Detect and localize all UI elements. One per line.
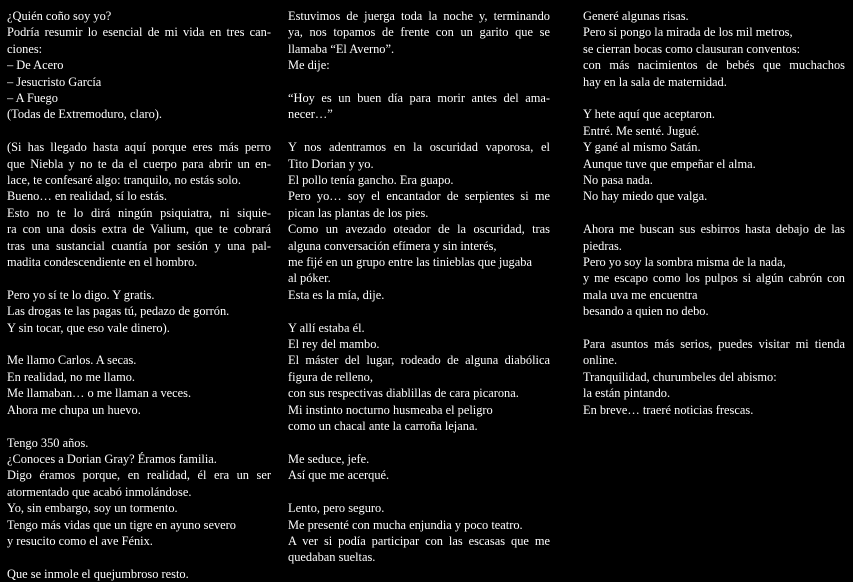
text-line: Esta es la mía, dije. [288, 287, 385, 302]
paragraph-gap [7, 549, 271, 565]
text-line: En realidad, no me llamo. [7, 369, 135, 384]
paragraph-gap [288, 123, 550, 139]
text-line: Así que me acerqué. [288, 468, 390, 483]
text-line: El rey del mambo. [288, 337, 380, 352]
text-line: El pollo tenía gancho. Era guapo. [288, 173, 454, 188]
text-line: llamaba “El Averno”. [288, 41, 395, 56]
text-line: besando a quien no debo. [583, 304, 709, 319]
paragraph-gap [7, 270, 271, 286]
text-line: Ahora me chupa un huevo. [7, 402, 141, 417]
text-column-1 [7, 8, 271, 582]
text-line: – De Acero [7, 58, 64, 73]
text-line: Y hete aquí que aceptaron. [583, 107, 715, 122]
text-line: Y sin tocar, que eso vale dinero). [7, 320, 170, 335]
paragraph-gap [583, 205, 845, 221]
text-line: necer…” [288, 107, 333, 122]
text-line: la están pintando. [583, 386, 671, 401]
text-line: Pero si pongo la mirada de los mil metros, [583, 25, 793, 40]
text-line: piedras. [583, 238, 622, 253]
text-line: En breve… traeré noticias frescas. [583, 402, 754, 417]
text-line: Como un avezado oteador de la oscuridad, tras [288, 222, 550, 237]
text-line: Me llamaban… o me llaman a veces. [7, 386, 192, 401]
text-line: Me dije: [288, 58, 330, 73]
text-line: Podría resumir lo esencial de mi vida en tres can- [7, 25, 271, 40]
paragraph-gap [7, 336, 271, 352]
text-line: Me seduce, jefe. [288, 451, 370, 466]
text-line: Pero yo sí te lo digo. Y gratis. [7, 287, 155, 302]
text-line: (Si has llegado hasta aquí porque eres más perro [7, 140, 271, 155]
text-line: que Niebla y no te da el cuerpo para abrir un en- [7, 156, 271, 171]
paragraph-gap [7, 123, 271, 139]
text-line: Esto no te lo dirá ningún psiquiatra, ni siquie- [7, 205, 271, 220]
paragraph-gap [7, 418, 271, 434]
text-line: Pero yo… soy el encantador de serpientes si me [288, 189, 550, 204]
text-line: A ver si podía participar con las escasas que me [288, 533, 550, 548]
text-line: Pero yo soy la sombra misma de la nada, [583, 255, 786, 270]
text-line: Generé algunas risas. [583, 9, 689, 23]
text-column-2 [288, 8, 550, 566]
paragraph-gap [288, 303, 550, 319]
text-line: ra con una dosis extra de Valium, que te cobrará [7, 222, 271, 237]
text-line: con más nacimientos de bebés que muchachos [583, 58, 845, 73]
text-line: Estuvimos de juerga toda la noche y, terminando [288, 9, 550, 23]
text-line: Entré. Me senté. Jugué. [583, 123, 700, 138]
text-line: se cierran bocas como clausuran conventos: [583, 41, 801, 56]
text-line: y me escapo como los pulpos si algún cabrón con [583, 271, 845, 286]
text-line: No pasa nada. [583, 173, 653, 188]
text-line: Digo éramos porque, en realidad, él era un ser [7, 468, 271, 483]
paragraph-gap [288, 74, 550, 90]
text-line: Mi instinto nocturno husmeaba el peligro [288, 402, 493, 417]
text-line: Tito Dorian y yo. [288, 156, 374, 171]
text-line: como un chacal ante la carroña lejana. [288, 419, 478, 434]
text-line: Tengo más vidas que un tigre en ayuno severo [7, 517, 236, 532]
text-line: Y nos adentramos en la oscuridad vaporosa, el [288, 140, 550, 155]
text-line: Ahora me buscan sus esbirros hasta debajo de las [583, 222, 845, 237]
text-line: Me llamo Carlos. A secas. [7, 353, 137, 368]
text-line: – A Fuego [7, 91, 58, 106]
text-line: Me presenté con mucha enjundia y poco teatro. [288, 517, 523, 532]
text-line: ¿Quién coño soy yo? [7, 9, 112, 23]
text-line: “Hoy es un buen día para morir antes del ama- [288, 91, 550, 106]
paragraph-gap [288, 484, 550, 500]
text-line: (Todas de Extremoduro, claro). [7, 107, 162, 122]
text-line: No hay miedo que valga. [583, 189, 708, 204]
text-line: y resucito como el ave Fénix. [7, 533, 153, 548]
text-line: Tengo 350 años. [7, 435, 89, 450]
text-line: online. [583, 353, 618, 368]
text-line: Bueno… en realidad, sí lo estás. [7, 189, 168, 204]
text-line: mala uva me encuentra [583, 287, 698, 302]
text-line: pican las plantas de los pies. [288, 205, 429, 220]
text-line: – Jesucristo García [7, 74, 102, 89]
text-line: ciones: [7, 41, 43, 56]
text-line: Tranquilidad, churumbeles del abismo: [583, 369, 777, 384]
text-line: figura de relleno, [288, 369, 373, 384]
text-line: El máster del lugar, rodeado de alguna diabólica [288, 353, 550, 368]
paragraph-gap [288, 435, 550, 451]
text-line: quedaban sueltas. [288, 550, 376, 565]
text-line: Las drogas te las pagas tú, pedazo de gorrón. [7, 304, 230, 319]
paragraph-gap [583, 90, 845, 106]
text-line: alguna conversación efímera y sin interés, [288, 238, 497, 253]
text-line: atormentado que acabó inmolándose. [7, 484, 192, 499]
text-line: ¿Conoces a Dorian Gray? Éramos familia. [7, 451, 217, 466]
paragraph-gap [583, 320, 845, 336]
text-line: Para asuntos más serios, puedes visitar mi tienda [583, 337, 845, 352]
text-column-3 [583, 8, 845, 418]
text-line: Yo, sin embargo, soy un tormento. [7, 501, 178, 516]
text-line: me fijé en un grupo entre las tinieblas que jugaba [288, 255, 532, 270]
text-line: madita condescendiente en el hombro. [7, 255, 198, 270]
text-line: tras una sustancial cuantía por sesión y una pal- [7, 238, 271, 253]
text-line: lace, te confesaré algo: tranquilo, no estás solo. [7, 173, 241, 188]
text-line: Lento, pero seguro. [288, 501, 385, 516]
text-line: Y gané al mismo Satán. [583, 140, 701, 155]
text-line: al póker. [288, 271, 331, 286]
text-line: Que se inmole el quejumbroso resto. [7, 566, 189, 581]
text-line: Aunque tuve que empeñar el alma. [583, 156, 756, 171]
text-line: ya, nos topamos de frente con un garito que se [288, 25, 550, 40]
text-line: con sus respectivas diablillas de cara picarona. [288, 386, 519, 401]
text-line: hay en la sala de maternidad. [583, 74, 727, 89]
text-line: Y allí estaba él. [288, 320, 365, 335]
